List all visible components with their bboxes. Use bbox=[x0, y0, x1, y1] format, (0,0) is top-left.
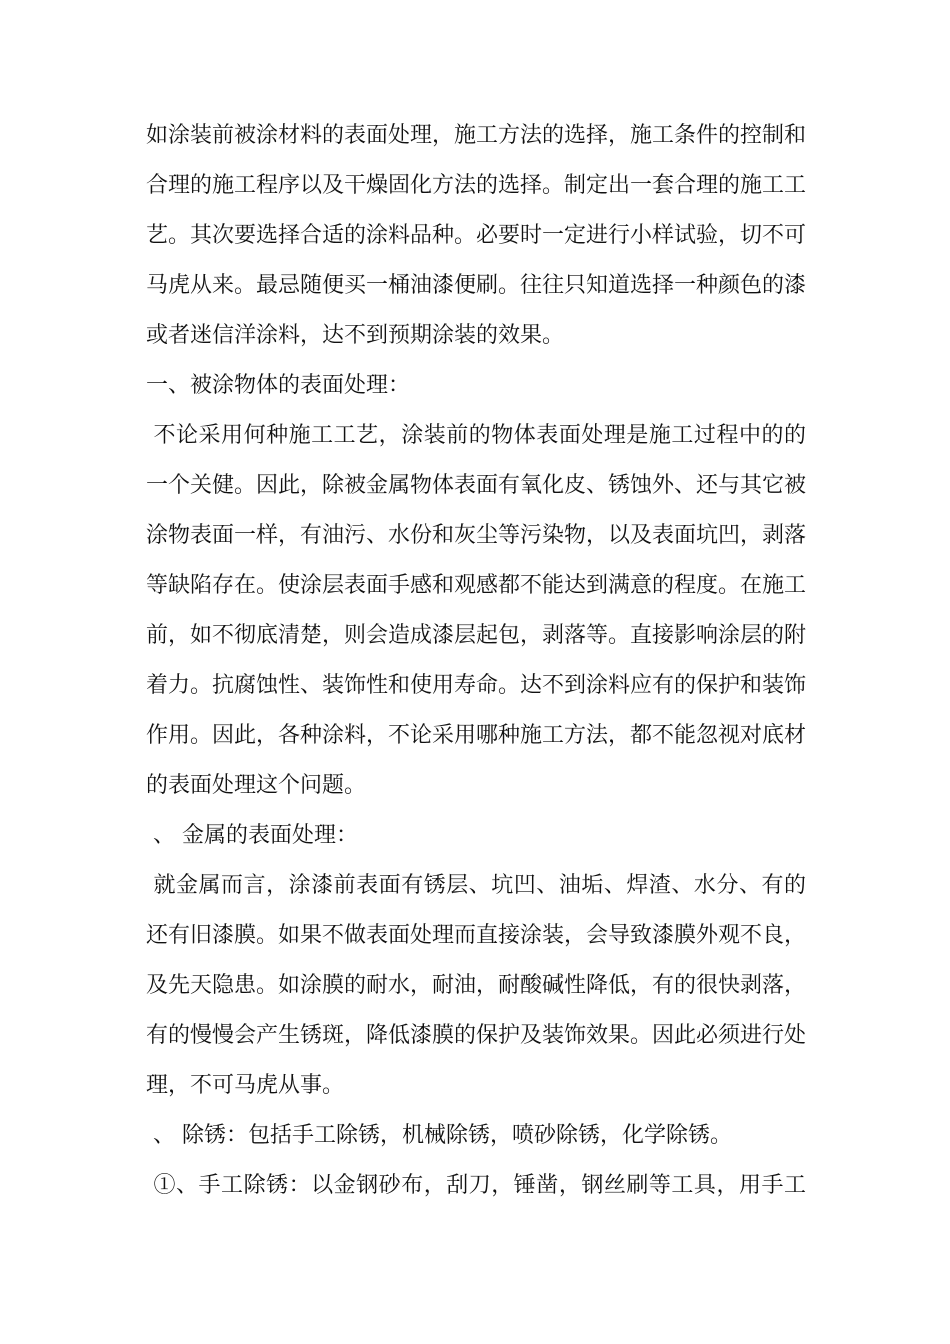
subsection-heading: 、 金属的表面处理： bbox=[146, 823, 358, 848]
text-line: 合理的施工程序以及干燥固化方法的选择。制定出一套合理的施工工 bbox=[146, 173, 807, 198]
text-line: 涂物表面一样，有油污、水份和灰尘等污染物，以及表面坑凹，剥落 bbox=[146, 523, 807, 548]
section-heading: 一、被涂物体的表面处理： bbox=[146, 373, 411, 398]
text-line: 的表面处理这个问题。 bbox=[146, 773, 367, 798]
text-line: 就金属而言，涂漆前表面有锈层、坑凹、油垢、焊渣、水分、有的 bbox=[146, 873, 806, 898]
text-line: 理，不可马虎从事。 bbox=[146, 1073, 345, 1098]
text-line: 作用。因此，各种涂料，不论采用哪种施工方法，都不能忽视对底材 bbox=[146, 723, 807, 748]
text-line: 不论采用何种施工工艺，涂装前的物体表面处理是施工过程中的的 bbox=[146, 423, 806, 448]
text-line: 着力。抗腐蚀性、装饰性和使用寿命。达不到涂料应有的保护和装饰 bbox=[146, 673, 807, 698]
text-line: 有的慢慢会产生锈斑，降低漆膜的保护及装饰效果。因此必须进行处 bbox=[146, 1023, 807, 1048]
text-line: 艺。其次要选择合适的涂料品种。必要时一定进行小样试验，切不可 bbox=[146, 223, 807, 248]
text-line: 前，如不彻底清楚，则会造成漆层起包，剥落等。直接影响涂层的附 bbox=[146, 623, 807, 648]
text-line: ①、手工除锈：以金钢砂布，刮刀，锤凿，钢丝刷等工具，用手工 bbox=[146, 1173, 806, 1198]
text-line: 还有旧漆膜。如果不做表面处理而直接涂装，会导致漆膜外观不良， bbox=[146, 923, 807, 948]
text-line: 等缺陷存在。使涂层表面手感和观感都不能达到满意的程度。在施工 bbox=[146, 573, 807, 598]
text-line: 一个关健。因此，除被金属物体表面有氧化皮、锈蚀外、还与其它被 bbox=[146, 473, 807, 498]
text-line: 如涂装前被涂材料的表面处理，施工方法的选择，施工条件的控制和 bbox=[146, 123, 807, 148]
text-line: 及先天隐患。如涂膜的耐水，耐油，耐酸碱性降低，有的很快剥落， bbox=[146, 973, 807, 998]
text-line: 马虎从来。最忌随便买一桶油漆便刷。往往只知道选择一种颜色的漆 bbox=[146, 273, 807, 298]
subsection-heading: 、 除锈：包括手工除锈，机械除锈，喷砂除锈，化学除锈。 bbox=[146, 1123, 732, 1148]
text-line: 或者迷信洋涂料，达不到预期涂装的效果。 bbox=[146, 323, 565, 348]
